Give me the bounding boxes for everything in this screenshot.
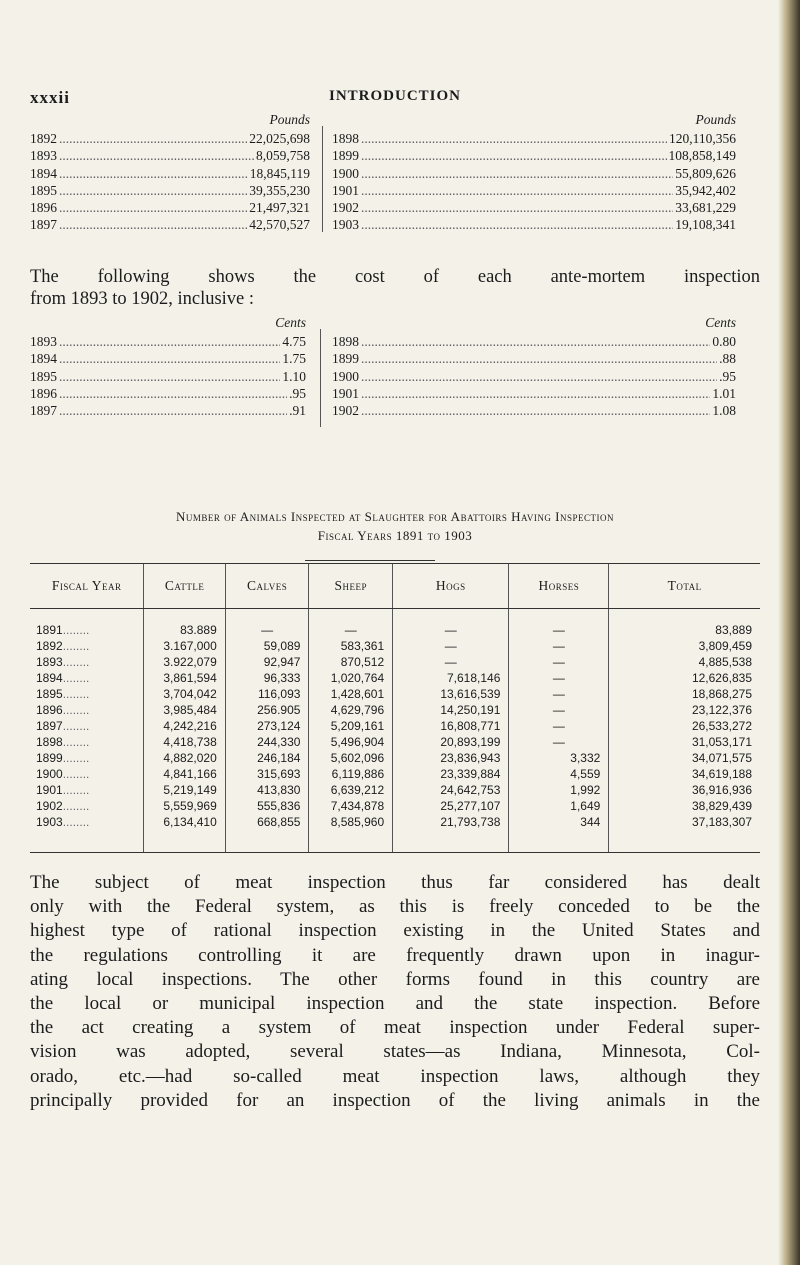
dot-leader <box>361 350 717 367</box>
leader-row <box>332 165 736 182</box>
year-label: 1896 <box>36 703 63 717</box>
value-label: 55,809,626 <box>675 165 736 181</box>
data-cell: 34,619,188 <box>609 766 760 782</box>
table-row <box>30 686 760 702</box>
pounds-divider <box>322 126 323 232</box>
data-cell: 1,428,601 <box>309 686 393 702</box>
data-cell: 7,434,878 <box>309 798 393 814</box>
paragraph-line: only with the Federal system, as this is freely conceded to be the <box>30 896 760 918</box>
leader-row <box>332 368 736 385</box>
data-cell: — <box>393 654 509 670</box>
value-label: .95 <box>719 368 736 384</box>
year-label: 1903 <box>332 217 359 233</box>
running-title: INTRODUCTION <box>328 88 461 104</box>
cents-right-column <box>332 315 736 419</box>
dot-leader <box>361 130 667 147</box>
data-cell: 273,124 <box>225 718 309 734</box>
table-row <box>30 702 760 718</box>
leader-row <box>30 216 310 233</box>
data-cell: 16,808,771 <box>393 718 509 734</box>
dot-leader <box>59 385 287 402</box>
year-label: 1902 <box>332 403 359 419</box>
table-row <box>30 814 760 853</box>
dot-leader: ........ <box>62 719 90 733</box>
paragraph-ante-mortem <box>30 266 760 310</box>
data-cell: — <box>309 609 393 639</box>
data-cell: 244,330 <box>225 734 309 750</box>
value-label: 1.01 <box>712 385 736 401</box>
data-cell: 5,559,969 <box>144 798 225 814</box>
data-cell: 23,122,376 <box>609 702 760 718</box>
dot-leader <box>59 402 287 419</box>
data-cell: 36,916,936 <box>609 782 760 798</box>
data-cell: 256.905 <box>225 702 309 718</box>
data-cell: 870,512 <box>309 654 393 670</box>
data-cell: 23,836,943 <box>393 750 509 766</box>
leader-row <box>332 216 736 233</box>
cents-left-column <box>30 315 306 419</box>
column-header: Sheep <box>309 564 393 609</box>
paragraph-line: vision was adopted, several states—as Indiana, Minnesota, Col- <box>30 1041 760 1063</box>
table-row <box>30 718 760 734</box>
leader-row <box>30 402 306 419</box>
value-label: 35,942,402 <box>675 182 736 198</box>
dot-leader: ........ <box>62 639 90 653</box>
data-cell: 555,836 <box>225 798 309 814</box>
year-cell <box>30 702 144 718</box>
table-row <box>30 609 760 639</box>
data-cell: 8,585,960 <box>309 814 393 853</box>
cents-unit-left: Cents <box>275 315 306 330</box>
year-cell <box>30 798 144 814</box>
dot-leader <box>361 165 673 182</box>
paragraph-line: the regulations controlling it are frequently drawn upon in inagur- <box>30 944 760 966</box>
table-row <box>30 670 760 686</box>
leader-row <box>30 350 306 367</box>
table-subtitle: Fiscal Years 1891 to 1903 <box>317 528 473 543</box>
data-cell: 246,184 <box>225 750 309 766</box>
year-cell <box>30 718 144 734</box>
year-label: 1896 <box>30 385 57 401</box>
paragraph-line: the local or municipal inspection and the state inspection. Before <box>30 993 760 1015</box>
dot-leader <box>59 199 247 216</box>
leader-row <box>30 333 306 350</box>
cents-unit-right: Cents <box>705 315 736 330</box>
year-label: 1897 <box>30 403 57 419</box>
data-cell: 4,629,796 <box>309 702 393 718</box>
pounds-table <box>30 112 778 247</box>
year-label: 1893 <box>30 148 57 164</box>
year-cell <box>30 750 144 766</box>
data-cell: — <box>393 638 509 654</box>
data-cell: 83.889 <box>144 609 225 639</box>
paragraph-line: highest type of rational inspection existing in the United States and <box>30 920 760 942</box>
leader-row <box>30 182 310 199</box>
data-cell: 96,333 <box>225 670 309 686</box>
year-label: 1900 <box>332 165 359 181</box>
dot-leader <box>59 216 247 233</box>
dot-leader <box>361 402 710 419</box>
value-label: 1.75 <box>282 351 306 367</box>
data-cell: — <box>509 609 609 639</box>
year-cell <box>30 654 144 670</box>
value-label: 0.80 <box>712 334 736 349</box>
dot-leader <box>59 333 280 350</box>
year-cell <box>30 670 144 686</box>
year-label: 1899 <box>332 351 359 367</box>
year-label: 1903 <box>36 815 63 829</box>
dot-leader <box>361 182 673 199</box>
year-label: 1901 <box>36 783 63 797</box>
value-label: 33,681,229 <box>675 200 736 216</box>
leader-row <box>332 130 736 147</box>
page-edge <box>778 0 800 1265</box>
data-cell: — <box>509 702 609 718</box>
year-label: 1898 <box>332 334 359 349</box>
data-cell: 24,642,753 <box>393 782 509 798</box>
data-cell: 6,119,886 <box>309 766 393 782</box>
year-label: 1899 <box>36 751 63 765</box>
dot-leader <box>361 385 710 402</box>
year-label: 1891 <box>36 623 63 637</box>
value-label: 18,845,119 <box>249 165 310 181</box>
data-cell: 3,704,042 <box>144 686 225 702</box>
data-cell: 34,071,575 <box>609 750 760 766</box>
data-cell: 5,219,149 <box>144 782 225 798</box>
cents-table <box>30 315 778 445</box>
value-label: 1.08 <box>712 403 736 419</box>
data-cell: 31,053,171 <box>609 734 760 750</box>
year-label: 1896 <box>30 200 57 216</box>
value-label: 21,497,321 <box>249 200 310 216</box>
data-cell: 344 <box>509 814 609 853</box>
data-cell: 13,616,539 <box>393 686 509 702</box>
data-cell: 1,992 <box>509 782 609 798</box>
data-cell: 583,361 <box>309 638 393 654</box>
dot-leader: ........ <box>62 687 90 701</box>
value-label: .88 <box>719 351 736 367</box>
data-cell: 6,639,212 <box>309 782 393 798</box>
data-cell: 83,889 <box>609 609 760 639</box>
year-label: 1893 <box>36 655 63 669</box>
data-cell: 6,134,410 <box>144 814 225 853</box>
year-label: 1899 <box>332 148 359 164</box>
dot-leader: ........ <box>62 735 90 749</box>
data-cell: 4,841,166 <box>144 766 225 782</box>
year-label: 1901 <box>332 385 359 401</box>
data-cell: — <box>509 670 609 686</box>
data-cell: 21,793,738 <box>393 814 509 853</box>
leader-row <box>30 368 306 385</box>
pounds-left-column <box>30 112 310 234</box>
year-label: 1894 <box>30 165 57 181</box>
dot-leader <box>59 130 247 147</box>
paragraph-line: The following shows the cost of each ante-mortem inspection <box>30 267 760 287</box>
year-label: 1895 <box>30 368 57 384</box>
value-label: 42,570,527 <box>249 217 310 233</box>
data-cell: 3,861,594 <box>144 670 225 686</box>
year-label: 1900 <box>36 767 63 781</box>
paragraph-line: principally provided for an inspection of the living animals in the <box>30 1089 760 1111</box>
year-label: 1901 <box>332 182 359 198</box>
paragraph-meat-inspection <box>30 871 760 1113</box>
paragraph-line: the act creating a system of meat inspection under Federal super- <box>30 1017 760 1039</box>
data-cell: 18,868,275 <box>609 686 760 702</box>
data-cell: 5,602,096 <box>309 750 393 766</box>
column-header: Cattle <box>144 564 225 609</box>
page-header <box>30 88 760 108</box>
year-label: 1895 <box>36 687 63 701</box>
data-cell: 37,183,307 <box>609 814 760 853</box>
value-label: 22,025,698 <box>249 131 310 146</box>
year-label: 1897 <box>30 217 57 233</box>
data-cell: 3,985,484 <box>144 702 225 718</box>
cents-divider <box>320 329 321 427</box>
table-row <box>30 782 760 798</box>
year-label: 1897 <box>36 719 63 733</box>
year-label: 1894 <box>36 671 63 685</box>
data-cell: 12,626,835 <box>609 670 760 686</box>
leader-row <box>30 165 310 182</box>
year-label: 1893 <box>30 334 57 349</box>
year-label: 1892 <box>36 639 63 653</box>
column-header: Calves <box>225 564 309 609</box>
data-cell: 1,020,764 <box>309 670 393 686</box>
data-cell: 92,947 <box>225 654 309 670</box>
data-cell: — <box>509 654 609 670</box>
year-label: 1898 <box>36 735 63 749</box>
column-header: Total <box>609 564 760 609</box>
value-label: 120,110,356 <box>669 131 736 146</box>
table-row <box>30 750 760 766</box>
value-label: .95 <box>289 385 306 401</box>
data-cell: — <box>393 609 509 639</box>
pounds-unit-left: Pounds <box>269 112 310 127</box>
data-cell: 5,496,904 <box>309 734 393 750</box>
year-label: 1894 <box>30 351 57 367</box>
year-cell <box>30 782 144 798</box>
leader-row <box>332 350 736 367</box>
data-cell: 5,209,161 <box>309 718 393 734</box>
data-cell: — <box>509 734 609 750</box>
dot-leader: ........ <box>62 799 90 813</box>
table-header-row <box>30 564 760 609</box>
dot-leader: ........ <box>62 815 90 829</box>
data-cell: 59,089 <box>225 638 309 654</box>
dot-leader <box>361 333 710 350</box>
table-row <box>30 654 760 670</box>
year-cell <box>30 638 144 654</box>
value-label: 4.75 <box>282 334 306 349</box>
pounds-unit-right: Pounds <box>695 112 736 127</box>
table-rule <box>305 560 435 561</box>
data-cell: 116,093 <box>225 686 309 702</box>
dot-leader: ........ <box>62 671 90 685</box>
value-label: 19,108,341 <box>675 217 736 233</box>
table-row <box>30 734 760 750</box>
data-cell: — <box>509 718 609 734</box>
data-cell: 7,618,146 <box>393 670 509 686</box>
year-cell <box>30 766 144 782</box>
year-label: 1895 <box>30 182 57 198</box>
year-cell <box>30 814 144 853</box>
dot-leader <box>59 165 248 182</box>
paragraph-line: orado, etc.—had so-called meat inspection laws, although they <box>30 1065 760 1087</box>
data-cell: 413,830 <box>225 782 309 798</box>
dot-leader <box>361 368 717 385</box>
data-cell: 23,339,884 <box>393 766 509 782</box>
dot-leader: ........ <box>62 623 90 637</box>
data-cell: 3.922,079 <box>144 654 225 670</box>
data-cell: 4,242,216 <box>144 718 225 734</box>
value-label: 39,355,230 <box>249 182 310 198</box>
value-label: 1.10 <box>282 368 306 384</box>
data-cell: 3,332 <box>509 750 609 766</box>
year-cell <box>30 609 144 639</box>
leader-row <box>332 147 736 164</box>
data-cell: 1,649 <box>509 798 609 814</box>
leader-row <box>332 385 736 402</box>
data-cell: 14,250,191 <box>393 702 509 718</box>
dot-leader <box>361 199 673 216</box>
table-row <box>30 766 760 782</box>
dot-leader: ........ <box>62 767 90 781</box>
dot-leader <box>361 147 667 164</box>
data-cell: 4,418,738 <box>144 734 225 750</box>
data-cell: 4,559 <box>509 766 609 782</box>
dot-leader <box>59 350 280 367</box>
data-cell: — <box>509 686 609 702</box>
table-title: Number of Animals Inspected at Slaughter for Abattoirs Having Inspection <box>176 509 614 524</box>
leader-row <box>30 147 310 164</box>
year-label: 1892 <box>30 131 57 146</box>
year-label: 1898 <box>332 131 359 146</box>
data-cell: 4,882,020 <box>144 750 225 766</box>
table-row <box>30 798 760 814</box>
leader-row <box>332 402 736 419</box>
paragraph-line: ating local inspections. The other forms found in this country are <box>30 968 760 990</box>
data-cell: 668,855 <box>225 814 309 853</box>
dot-leader <box>59 368 280 385</box>
leader-row <box>30 130 310 147</box>
data-cell: 315,693 <box>225 766 309 782</box>
dot-leader <box>59 147 254 164</box>
year-cell <box>30 734 144 750</box>
data-cell: 38,829,439 <box>609 798 760 814</box>
paragraph-line: The subject of meat inspection thus far considered has dealt <box>30 872 760 893</box>
dot-leader: ........ <box>62 751 90 765</box>
leader-row <box>332 199 736 216</box>
column-header: Horses <box>509 564 609 609</box>
dot-leader <box>361 216 673 233</box>
page-number: xxxii <box>30 88 70 107</box>
leader-row <box>332 182 736 199</box>
table-row <box>30 638 760 654</box>
data-cell: — <box>225 609 309 639</box>
value-label: 8,059,758 <box>256 148 310 164</box>
pounds-right-column <box>332 112 736 234</box>
data-cell: — <box>509 638 609 654</box>
dot-leader: ........ <box>62 655 90 669</box>
dot-leader: ........ <box>62 783 90 797</box>
animals-table <box>30 563 760 853</box>
column-header: Hogs <box>393 564 509 609</box>
year-cell <box>30 686 144 702</box>
data-cell: 25,277,107 <box>393 798 509 814</box>
column-header: Fiscal Year <box>30 564 144 609</box>
dot-leader: ........ <box>62 703 90 717</box>
data-cell: 26,533,272 <box>609 718 760 734</box>
dot-leader <box>59 182 247 199</box>
leader-row <box>30 199 310 216</box>
value-label: 108,858,149 <box>668 148 736 164</box>
year-label: 1902 <box>36 799 63 813</box>
year-label: 1900 <box>332 368 359 384</box>
data-cell: 3,809,459 <box>609 638 760 654</box>
year-label: 1902 <box>332 200 359 216</box>
data-cell: 3.167,000 <box>144 638 225 654</box>
paragraph-line: from 1893 to 1902, inclusive : <box>30 289 255 309</box>
leader-row <box>30 385 306 402</box>
leader-row <box>332 333 736 350</box>
data-cell: 20,893,199 <box>393 734 509 750</box>
data-cell: 4,885,538 <box>609 654 760 670</box>
value-label: .91 <box>289 403 306 419</box>
